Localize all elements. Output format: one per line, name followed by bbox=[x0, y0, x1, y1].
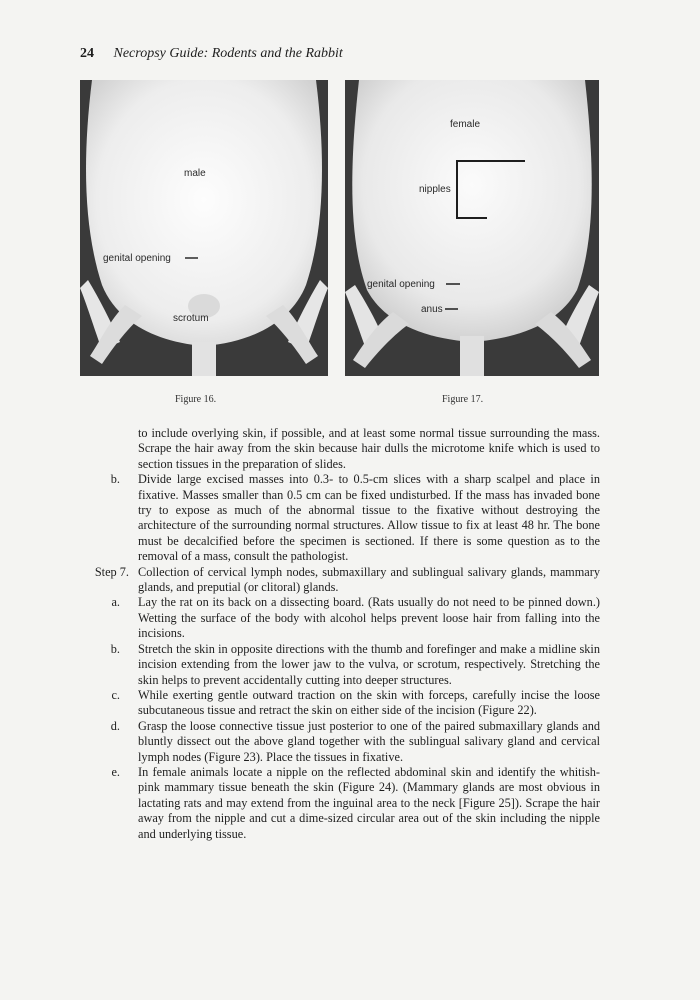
item-marker: e. bbox=[111, 764, 120, 779]
paragraph bbox=[70, 765, 600, 842]
paragraph-text: While exerting gentle outward traction on the skin with forceps, carefully incise the loose subcutaneous tissue and retract the skin on either side of the incision (Figure 22). bbox=[138, 687, 600, 718]
paragraph bbox=[70, 719, 600, 765]
paragraph-text: to include overlying skin, if possible, and at least some normal tissue surrounding the mass. Scrape the hair away from the skin because hair dulls the microtome knife which is used to section tissues in the preparation of slides. bbox=[138, 426, 600, 471]
paragraph-text: In female animals locate a nipple on the reflected abdominal skin and identify the whitish-pink mammary tissue beneath the skin (Figure 24). (Mammary glands are most obvious in lactating rats and may extend from the inguinal area to the neck [Figure 25]). Scrape the hair away from the nipple and cut a dime-sized circular area out of the skin including the nipple and underlying tissue. bbox=[138, 764, 600, 841]
label-anus: anus bbox=[421, 304, 443, 315]
item-marker: c. bbox=[111, 687, 120, 702]
label-male: male bbox=[184, 168, 206, 179]
label-female: female bbox=[450, 119, 481, 130]
figure-17-caption: Figure 17. bbox=[442, 394, 484, 405]
item-marker bbox=[70, 426, 138, 472]
paragraph bbox=[70, 642, 600, 688]
label-genital-opening-16: genital opening bbox=[103, 253, 171, 264]
paragraph-text: Grasp the loose connective tissue just posterior to one of the paired submaxillary glands and bluntly dissect out the above gland together with the sublingual salivary gland and cervical lymph nodes (Figure 23). Place the tissues in fixative. bbox=[138, 718, 600, 764]
page-number: 24 bbox=[80, 46, 94, 61]
paragraph bbox=[70, 595, 600, 641]
body-text bbox=[70, 426, 600, 842]
item-marker: b. bbox=[110, 472, 120, 487]
figure-16-photo bbox=[80, 80, 328, 376]
step-marker: Step 7. bbox=[94, 564, 129, 579]
paragraph bbox=[70, 565, 600, 596]
label-nipples: nipples bbox=[419, 184, 451, 195]
paragraph-text: Divide large excised masses into 0.3- to 0.5-cm slices with a sharp scalpel and place in fixative. Masses smaller than 0.5 cm can be fixed undisturbed. If the mass has invaded bone try to expose as much of the abnormal tissue to the fixative without destroying the architecture of the surrounding normal structures. Allow tissue to fix at least 48 hr. The bone must be decalcified before the specimen is sectioned. If there is some question as to the removal of a mass, consult the pathologist. bbox=[138, 472, 600, 564]
paragraph bbox=[70, 472, 600, 564]
running-title: Necropsy Guide: Rodents and the Rabbit bbox=[113, 46, 343, 61]
label-genital-opening-17: genital opening bbox=[367, 279, 435, 290]
figure-17-photo bbox=[345, 80, 599, 376]
paragraph-text: Collection of cervical lymph nodes, submaxillary and sublingual salivary glands, mammary glands, and preputial (or clitoral) glands. bbox=[138, 564, 600, 595]
item-marker: b. bbox=[110, 641, 120, 656]
label-scrotum: scrotum bbox=[173, 313, 209, 324]
item-marker: a. bbox=[111, 595, 120, 610]
paragraph bbox=[70, 426, 600, 472]
item-marker: d. bbox=[110, 718, 120, 733]
paragraph bbox=[70, 688, 600, 719]
paragraph-text: Lay the rat on its back on a dissecting board. (Rats usually do not need to be pinned down.) Wetting the surface of the body with alcohol helps prevent loose hair from falling into the incisions. bbox=[138, 595, 600, 641]
figure-16-caption: Figure 16. bbox=[175, 394, 217, 405]
running-header bbox=[80, 46, 343, 62]
paragraph-text: Stretch the skin in opposite directions with the thumb and forefinger and make a midline skin incision extending from the lower jaw to the vulva, or scrotum, respectively. Stretching the skin helps to prevent accidentally cutting into deeper structures. bbox=[138, 641, 600, 687]
